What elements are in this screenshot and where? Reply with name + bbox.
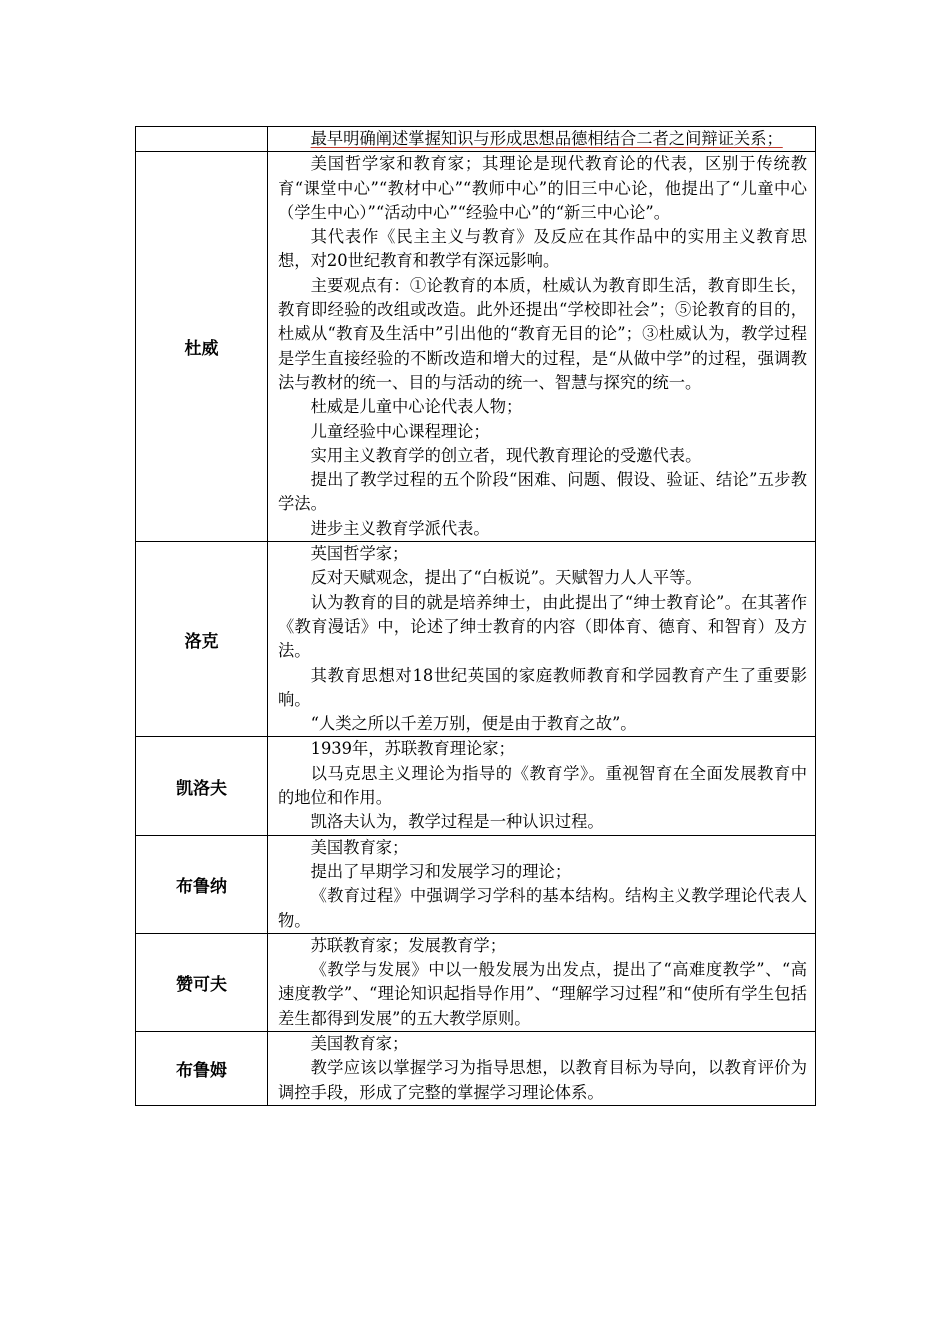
educator-name: 洛克 [136, 542, 268, 737]
table-row [136, 1031, 816, 1105]
description-paragraph: 美国教育家； [310, 837, 409, 857]
description-paragraph: 认为教育的目的就是培养绅士，由此提出了“绅士教育论”。在其著作《教育漫话》中，论述了绅士教育的内容（即体育、德育、和智育）及方法。 [278, 592, 807, 661]
table-row [136, 542, 816, 737]
description-paragraph: 英国哲学家； [310, 544, 409, 564]
educator-description [268, 835, 816, 933]
educator-description [268, 1031, 816, 1105]
description-paragraph: 凯洛夫认为，教学过程是一种认识过程。 [310, 812, 604, 832]
description-paragraph: 1939年，苏联教育理论家； [310, 739, 515, 759]
description-paragraph: 教学应该以掌握学习为指导思想，以教育目标为导向，以教育评价为调控手段，形成了完整的掌握学习理论体系。 [278, 1058, 807, 1102]
description-paragraph: 反对天赋观念，提出了“白板说”。天赋智力人人平等。 [310, 568, 702, 588]
table-row [136, 737, 816, 835]
description-paragraph: 美国哲学家和教育家；其理论是现代教育论的代表，区别于传统教育“课堂中心”“教材中心”“教师中心”的旧三中心论，他提出了“儿童中心（学生中心）”“活动中心”“经验中心”的“新三中心论”。 [278, 154, 807, 222]
description-paragraph: “人类之所以千差万别，便是由于教育之故”。 [310, 714, 637, 734]
description-paragraph: 美国教育家； [310, 1033, 409, 1053]
description-paragraph: 以马克思主义理论为指导的《教育学》。重视智育在全面发展教育中的地位和作用。 [278, 763, 807, 808]
educator-name: 杜威 [136, 152, 268, 542]
educators-table [135, 126, 816, 1106]
table-row [136, 933, 816, 1031]
description-paragraph: 儿童经验中心课程理论； [310, 421, 490, 441]
educator-description [268, 127, 816, 152]
description-paragraph: 其教育思想对18世纪英国的家庭教师教育和学园教育产生了重要影响。 [278, 665, 807, 709]
educator-description [268, 933, 816, 1031]
educator-name: 赞可夫 [136, 933, 268, 1031]
educator-name [136, 127, 268, 152]
table-row [136, 152, 816, 542]
description-paragraph: 杜威是儿童中心论代表人物； [310, 397, 523, 417]
description-paragraph: 提出了早期学习和发展学习的理论； [310, 861, 572, 881]
educator-name: 凯洛夫 [136, 737, 268, 835]
description-paragraph: 主要观点有：①论教育的本质，杜威认为教育即生活，教育即生长，教育即经验的改组或改造。此外还提出“学校即社会”；⑤论教育的目的，杜威从“教育及生活中”引出他的“教育无目的论”；③杜威认为，教学过程是学生直接经验的不断改造和增大的过程，是“从做中学”的过程，强调教法与教材的统一、目的与活动的统一、智慧与探究的统一。 [278, 275, 807, 392]
description-paragraph: 进步主义教育学派代表。 [310, 518, 490, 538]
description-paragraph: 提出了教学过程的五个阶段“困难、问题、假设、验证、结论”五步教学法。 [278, 470, 807, 514]
description-paragraph: 其代表作《民主主义与教育》及反应在其作品中的实用主义教育思想，对20世纪教育和教学有深远影响。 [278, 227, 807, 271]
description-paragraph: 《教育过程》中强调学习学科的基本结构。结构主义教学理论代表人物。 [278, 886, 807, 930]
table-row [136, 127, 816, 152]
description-paragraph: 最早明确阐述掌握知识与形成思想品德相结合二者之间辩证关系； [310, 129, 783, 148]
description-paragraph: 《教学与发展》中以一般发展为出发点，提出了“高难度教学”、“高速度教学”、“理论知识起指导作用”、“理解学习过程”和“使所有学生包括差生都得到发展”的五大教学原则。 [278, 960, 807, 1028]
educator-description [268, 152, 816, 542]
educator-description [268, 737, 816, 835]
description-paragraph: 实用主义教育学的创立者，现代教育理论的受邀代表。 [310, 445, 702, 465]
educator-name: 布鲁姆 [136, 1031, 268, 1105]
educator-description [268, 542, 816, 737]
description-paragraph: 苏联教育家；发展教育学； [310, 935, 506, 955]
educator-name: 布鲁纳 [136, 835, 268, 933]
table-row [136, 835, 816, 933]
